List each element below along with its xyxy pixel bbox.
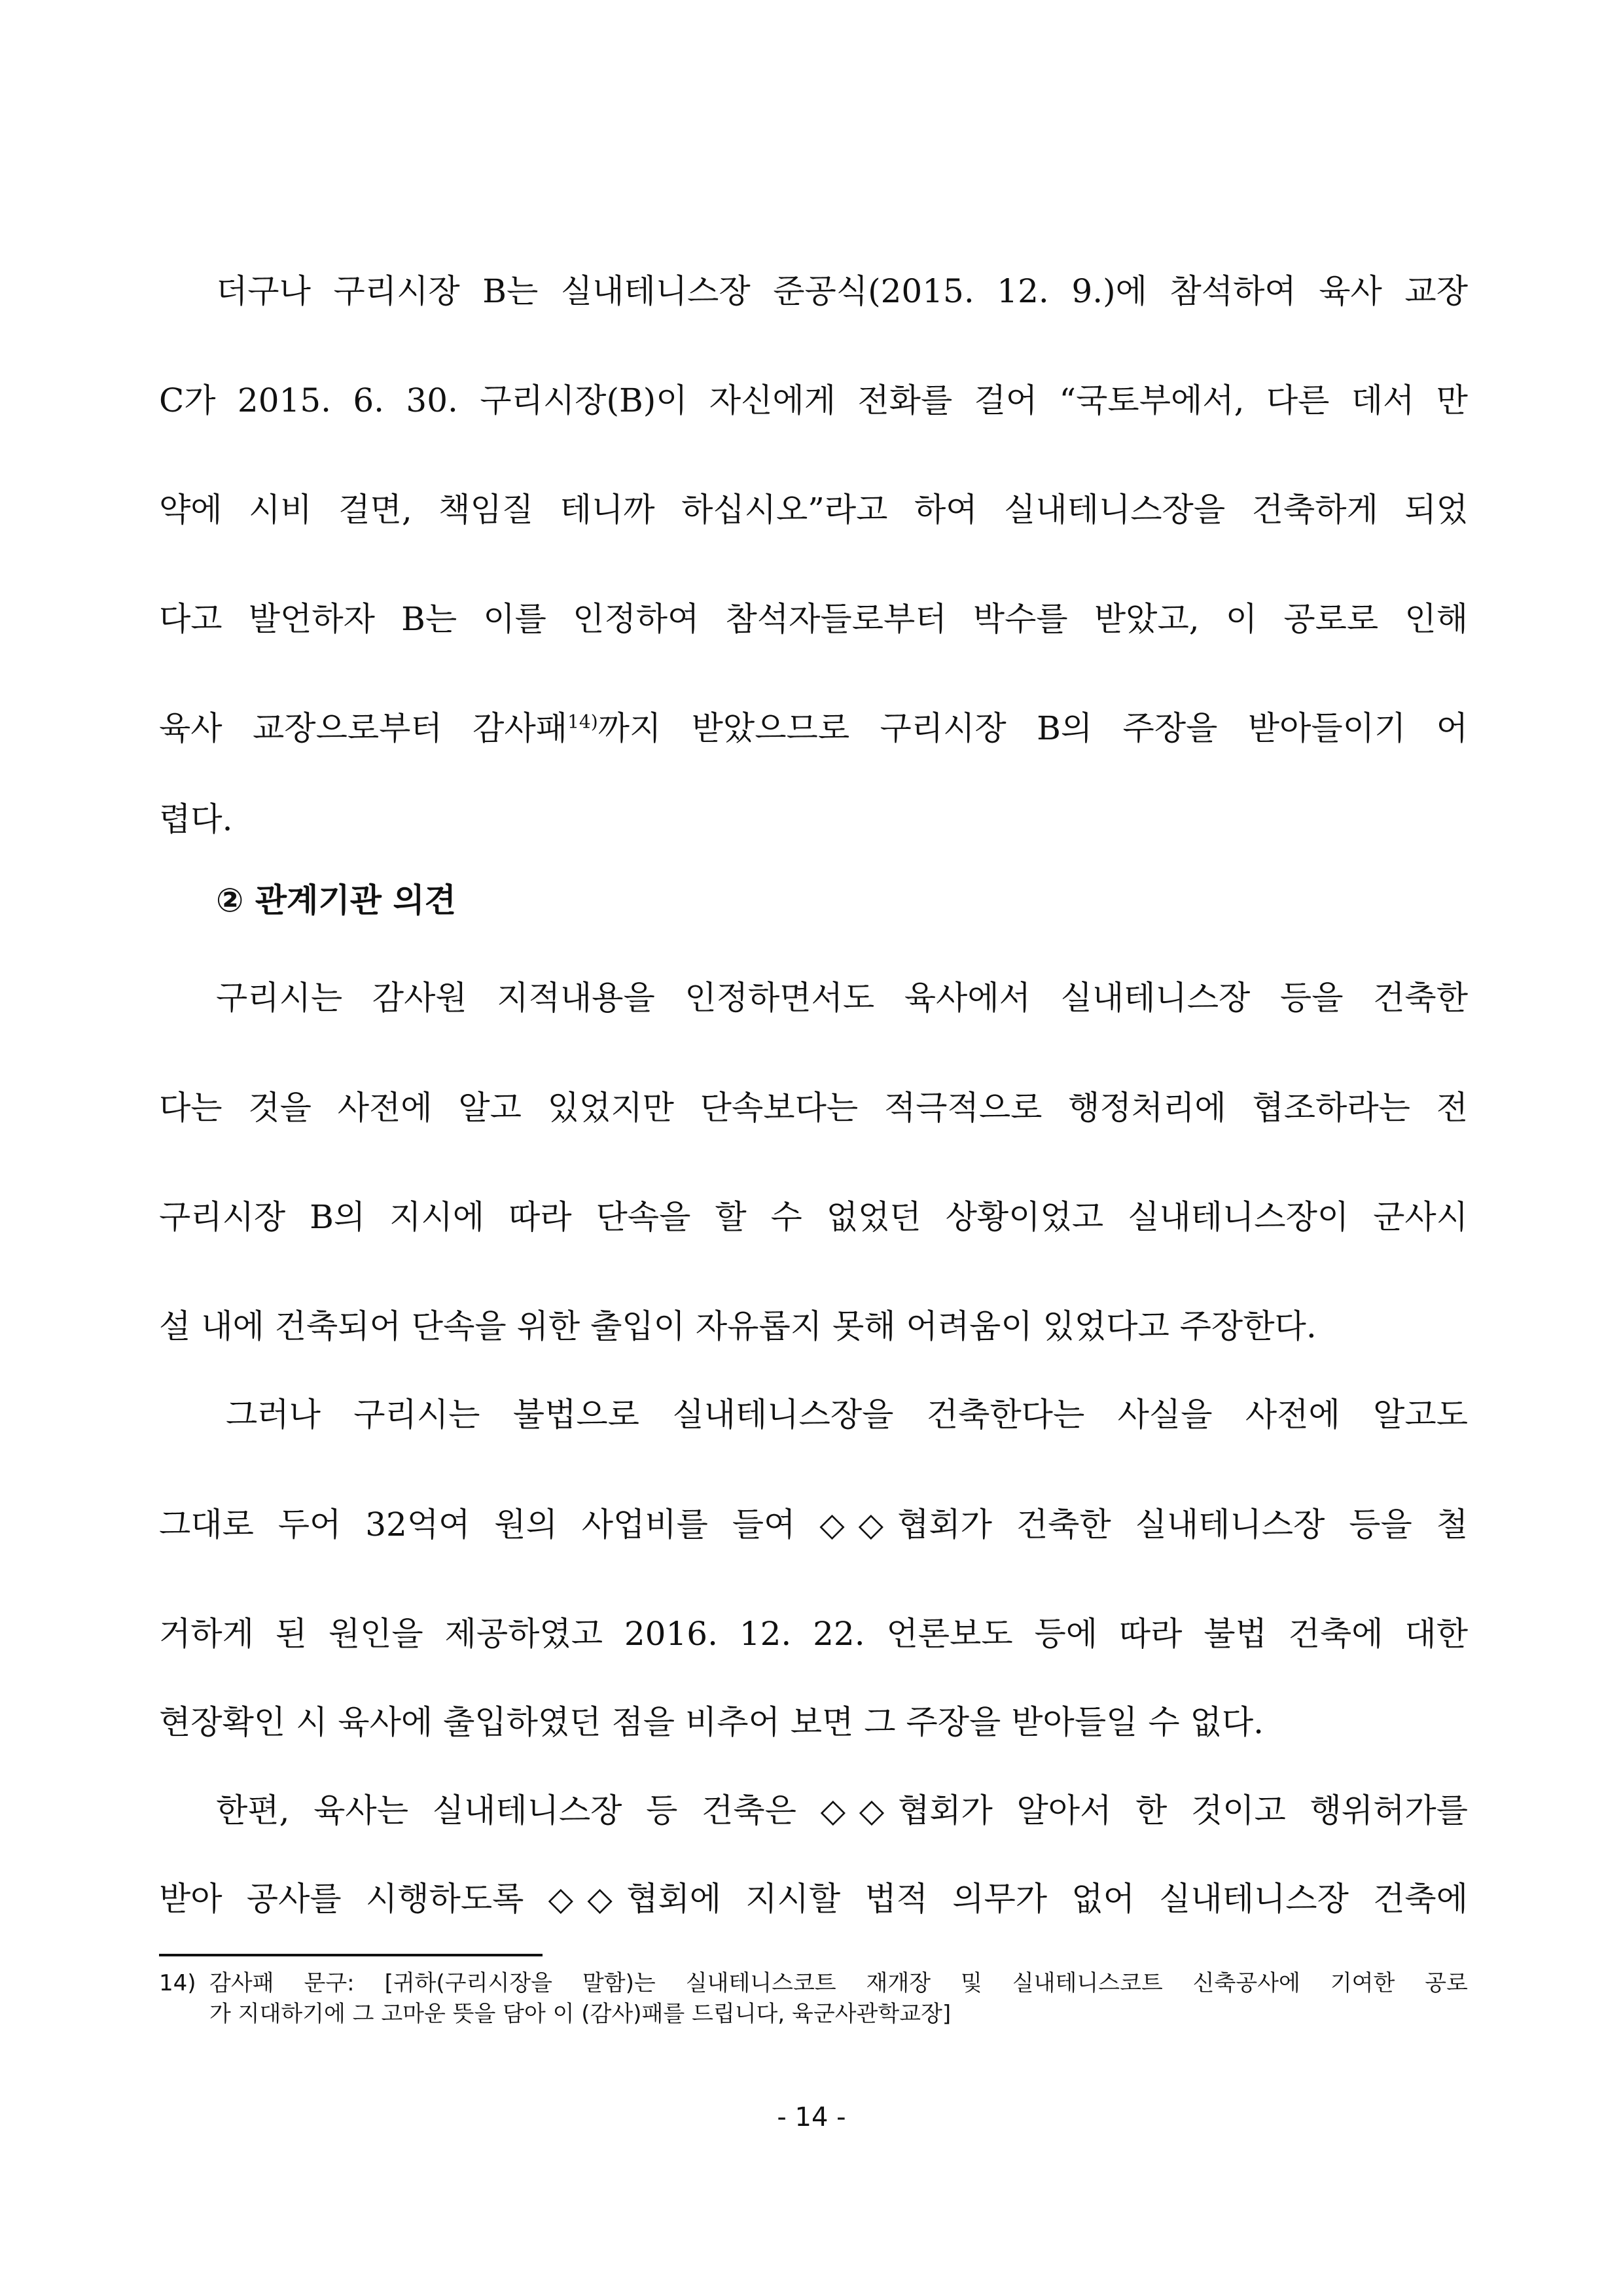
footnote-reference: 14) [567,711,598,733]
footnote-separator [159,1954,543,1956]
paragraph4-line2: 받아 공사를 시행하도록 ◇◇협회에 지시할 법적 의무가 없어 실내테니스장 건축에 [159,1880,1468,1918]
page-number: - 14 - [777,2102,846,2132]
paragraph3-line3: 거하게 된 원인을 제공하였고 2016. 12. 22. 언론보도 등에 따라 불법 건축에 대한 [159,1615,1468,1653]
paragraph1-line5-end: 까지 받았으므로 구리시장 B의 주장을 받아들이기 어 [597,709,1468,747]
paragraph3-line4: 현장확인 시 육사에 출입하였던 점을 비추어 보면 그 주장을 받아들일 수 없다. [159,1703,1264,1741]
paragraph2-line4: 설 내에 건축되어 단속을 위한 출입이 자유롭지 못해 어려움이 있었다고 주장한다. [159,1307,1317,1345]
paragraph1-line1: 더구나 구리시장 B는 실내테니스장 준공식(2015. 12. 9.)에 참석하여 육사 교장 [216,272,1468,310]
paragraph1-line3: 약에 시비 걸면, 책임질 테니까 하십시오”라고 하여 실내테니스장을 건축하게 되었 [159,491,1468,529]
paragraph1-line2: C가 2015. 6. 30. 구리시장(B)이 자신에게 전화를 걸어 “국토부에서, 다른 데서 만 [159,381,1468,419]
paragraph1-line5-start: 육사 교장으로부터 감사패 [159,709,568,747]
footnote-line2: 가 지대하기에 그 고마운 뜻을 담아 이 (감사)패를 드립니다, 육군사관학교장] [209,2001,952,2027]
paragraph4-line1: 한편, 육사는 실내테니스장 등 건축은 ◇◇협회가 알아서 한 것이고 행위허가를 [216,1792,1468,1829]
paragraph3-line1: 그러나 구리시는 불법으로 실내테니스장을 건축한다는 사실을 사전에 알고도 [226,1396,1468,1434]
footnote-line1: 감사패 문구: [귀하(구리시장을 말함)는 실내테니스코트 재개장 및 실내테니스코트 신축공사에 기여한 공로 [209,1970,1468,1996]
section-heading: ② 관계기관 의견 [216,881,456,919]
paragraph2-line3: 구리시장 B의 지시에 따라 단속을 할 수 없었던 상황이었고 실내테니스장이 군사시 [159,1198,1468,1236]
paragraph2-line2: 다는 것을 사전에 알고 있었지만 단속보다는 적극적으로 행정처리에 협조하라는 전 [159,1089,1468,1127]
paragraph1-line5 [159,709,1468,748]
paragraph1-line6: 렵다. [159,800,233,838]
paragraph3-line2: 그대로 두어 32억여 원의 사업비를 들여 ◇◇협회가 건축한 실내테니스장 등을 철 [159,1506,1468,1544]
paragraph1-line4: 다고 발언하자 B는 이를 인정하여 참석자들로부터 박수를 받았고, 이 공로로 인해 [159,600,1468,638]
footnote-number: 14) [159,1970,196,1996]
paragraph2-line1: 구리시는 감사원 지적내용을 인정하면서도 육사에서 실내테니스장 등을 건축한 [216,979,1468,1017]
